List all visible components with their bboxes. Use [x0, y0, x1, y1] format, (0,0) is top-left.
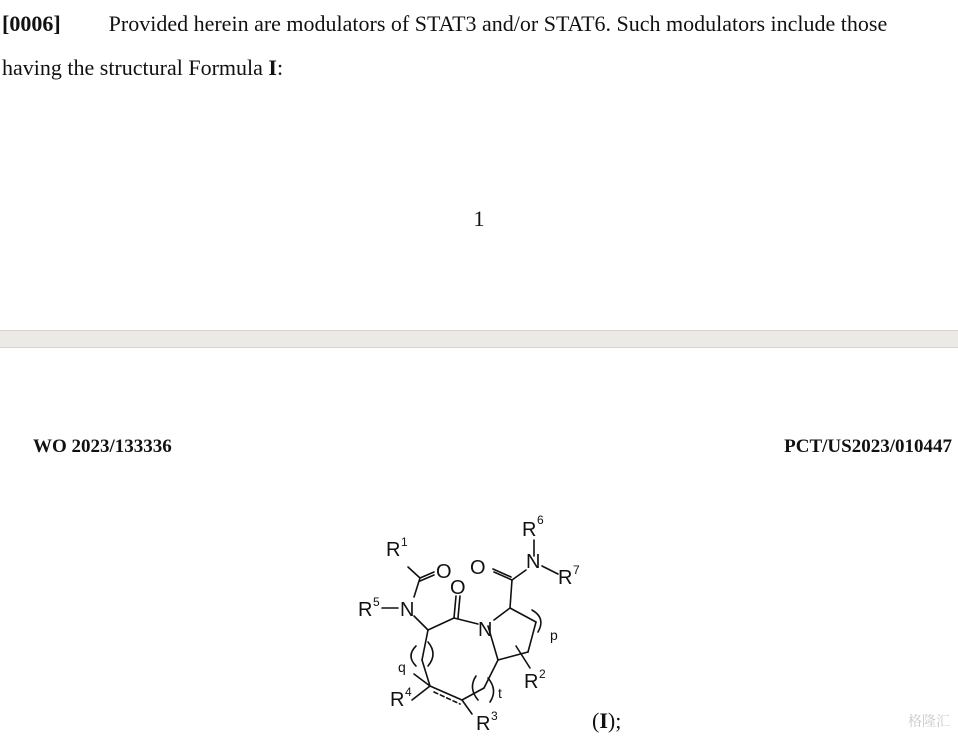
application-number: PCT/US2023/010447 — [784, 436, 952, 457]
bond-ca-c — [428, 618, 454, 630]
atom-n3: N — [526, 551, 541, 573]
atom-r6-sup: 6 — [537, 513, 544, 527]
bond-r3 — [462, 700, 472, 714]
ring-bond-4 — [528, 622, 536, 652]
atom-n1: N — [400, 599, 415, 621]
paragraph-end: : — [276, 55, 284, 80]
subscript-t: t — [498, 685, 502, 701]
bond-ca-chain — [422, 630, 428, 660]
page-divider — [0, 330, 958, 348]
page-2 — [0, 348, 958, 739]
watermark-logo: 格隆汇 — [908, 714, 950, 730]
atom-r2: R — [524, 671, 539, 693]
atom-r6: R — [522, 519, 537, 541]
bond-c-n3 — [512, 570, 526, 580]
atom-o1: O — [436, 561, 452, 583]
atom-r1-sup: 1 — [401, 535, 408, 549]
bond-n3-r7 — [542, 566, 558, 574]
page-1 — [0, 0, 958, 330]
atom-r3-sup: 3 — [491, 709, 498, 723]
atom-r7-sup: 7 — [573, 563, 580, 577]
bond-c-n2 — [454, 618, 478, 624]
bond-c-o1 — [420, 572, 434, 578]
atom-n2: N — [478, 619, 493, 641]
subscript-q: q — [398, 659, 406, 675]
paragraph-number: [0006] — [2, 11, 61, 36]
atom-r4: R — [390, 689, 405, 711]
structural-formula-i — [350, 508, 600, 739]
atom-r5-sup: 5 — [373, 595, 380, 609]
paragraph-text: Provided herein are modulators of STAT3 and/or STAT6. Such modulators include those having the structural Formula — [2, 11, 888, 80]
bond-n1-ca — [414, 616, 428, 630]
publication-number: WO 2023/133336 — [33, 436, 172, 457]
atom-r2-sup: 2 — [539, 667, 546, 681]
bond-c-o2 — [454, 596, 456, 618]
paragraph-0006 — [2, 2, 942, 90]
atom-r1: R — [386, 539, 401, 561]
label-open: ( — [592, 708, 600, 733]
bracket-t — [472, 676, 478, 700]
formula-reference: I — [268, 55, 277, 80]
atom-o3: O — [470, 557, 486, 579]
structure-diagram — [350, 508, 600, 739]
atom-r7: R — [558, 567, 573, 589]
ring-bond-2 — [494, 608, 510, 620]
subscript-p: p — [550, 627, 558, 643]
bond-ca2-c — [510, 580, 512, 608]
bracket-q — [411, 646, 416, 666]
page-number: 1 — [473, 206, 485, 231]
atom-r5: R — [358, 599, 373, 621]
label-id: I — [599, 708, 608, 733]
atom-r4-sup: 4 — [405, 685, 412, 699]
atom-r3: R — [476, 713, 491, 735]
formula-label — [592, 708, 621, 734]
bond-r4 — [412, 686, 430, 700]
atom-o2: O — [450, 577, 466, 599]
label-close: ); — [607, 708, 622, 733]
bond-r1-c — [408, 567, 420, 578]
bond-c-n1 — [414, 578, 420, 597]
